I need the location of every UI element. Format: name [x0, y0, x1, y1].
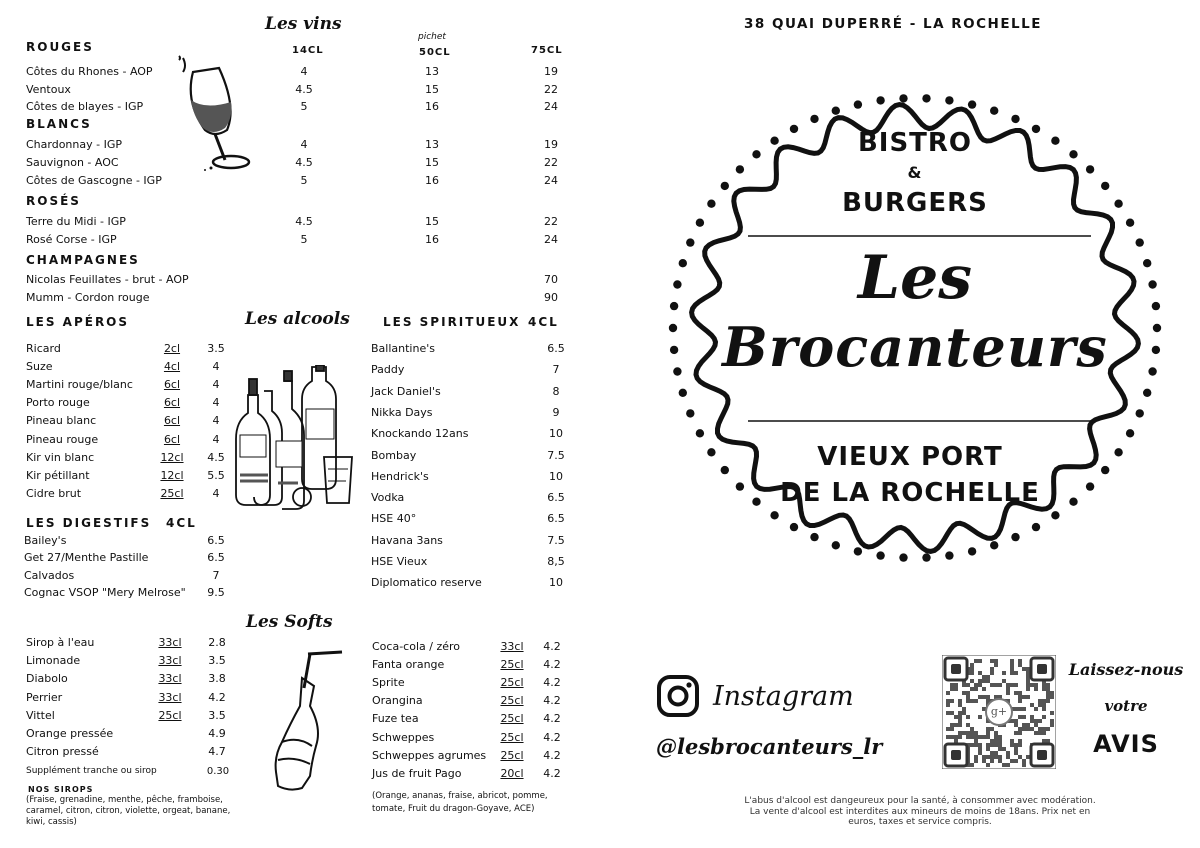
wine-name: Côtes de Gascogne - IGP: [26, 174, 162, 187]
badge-dot: [721, 182, 729, 190]
badge-dot: [945, 551, 953, 559]
apero-name: Kir pétillant: [26, 468, 90, 482]
badge-dot: [1153, 324, 1161, 332]
soft-price: 4.2: [208, 690, 226, 704]
wine-price-50cl: 13: [425, 65, 439, 78]
wine-price-75cl: 90: [544, 290, 558, 304]
wine-price-14cl: 5: [300, 232, 308, 246]
wine-price-14cl: 4.5: [295, 156, 313, 169]
badge-dot: [670, 346, 678, 354]
digestif-price: 7: [212, 568, 220, 582]
apero-volume: 12cl: [160, 450, 184, 464]
spiritueux-name: Bombay: [371, 448, 417, 462]
google-plus-icon: g+: [985, 698, 1013, 726]
badge-dot: [1126, 219, 1134, 227]
apero-volume: 6cl: [163, 414, 181, 428]
burgers-label: BURGERS: [842, 188, 988, 218]
badge-dot: [1086, 165, 1094, 173]
sirops-list: (Fraise, grenadine, menthe, pêche, framboise, caramel, citron, citron, violette, orgeat, banane, kiwi, cassis): [26, 795, 231, 827]
badge-dot: [968, 100, 976, 108]
apero-volume: 12cl: [160, 468, 184, 482]
soft-volume: 33cl: [158, 690, 182, 704]
soft-price: 4.7: [208, 745, 226, 759]
apero-name: Pineau blanc: [26, 414, 97, 428]
badge-dot: [1126, 429, 1134, 437]
badge-dot: [990, 107, 998, 115]
wine-row: [26, 100, 586, 116]
soft-price: 4.2: [543, 694, 561, 708]
badge-dot: [1101, 182, 1109, 190]
soft-price: 4.2: [543, 712, 561, 726]
wine-glass-illustration: [175, 52, 255, 174]
spiritueux-name: Jack Daniel's: [371, 384, 441, 398]
instagram-icon[interactable]: [656, 674, 700, 718]
badge-dot: [1032, 523, 1040, 531]
spirits-title: Les alcools: [245, 309, 350, 329]
spiritueux-volume: 4CL: [528, 315, 559, 329]
bistro-label: BISTRO: [857, 128, 973, 158]
soft-name: Sirop à l'eau: [26, 636, 95, 649]
supplement-label: Supplément tranche ou sirop: [26, 766, 157, 776]
badge-dot: [854, 100, 862, 108]
soft-volume: 25cl: [500, 730, 524, 744]
wine-price-50cl: 15: [425, 215, 439, 228]
apero-price: 4.5: [207, 450, 225, 464]
badge-dot: [876, 96, 884, 104]
disclaimer-line3: euros, taxes et service compris.: [848, 817, 992, 827]
wine-price-14cl: 4.5: [295, 82, 313, 96]
apero-volume: 6cl: [163, 378, 181, 392]
apero-volume: 6cl: [163, 396, 181, 410]
wine-name: Chardonnay - IGP: [26, 138, 122, 151]
badge-dot: [1143, 259, 1151, 267]
legal-disclaimer: [660, 796, 1180, 828]
wine-price-14cl: 4: [300, 65, 308, 78]
soft-volume: 33cl: [500, 640, 524, 653]
wine-price-75cl: 22: [544, 215, 558, 228]
wine-name: Rosé Corse - IGP: [26, 232, 117, 246]
wine-row: [26, 138, 586, 154]
spiritueux-name: Paddy: [371, 363, 405, 377]
badge-dot: [707, 200, 715, 208]
review-line1: Laissez-nous: [1068, 660, 1184, 679]
digestif-price: 6.5: [207, 534, 225, 547]
spiritueux-name: Knockando 12ans: [371, 427, 469, 441]
badge-dot: [696, 219, 704, 227]
spiritueux-price: 8: [552, 384, 560, 398]
soft-name: Schweppes: [372, 730, 435, 744]
wine-name: Côtes du Rhones - AOP: [26, 65, 153, 78]
review-line2: votre: [1104, 697, 1148, 715]
soft-name: Schweppes agrumes: [372, 748, 487, 762]
soft-name: Diabolo: [26, 672, 68, 686]
wine-row: [26, 156, 586, 172]
apero-volume: 6cl: [163, 432, 181, 446]
badge-dot: [968, 547, 976, 555]
digestif-price: 9.5: [207, 585, 225, 599]
badge-dot: [736, 165, 744, 173]
apero-name: Cidre brut: [26, 486, 82, 500]
aperos-title: LES APÉROS: [26, 315, 130, 329]
soft-price: 4.2: [543, 748, 561, 762]
soft-name: Coca-cola / zéro: [372, 640, 460, 653]
wine-price-14cl: 4: [300, 138, 308, 151]
badge-dot: [770, 511, 778, 519]
soft-row: [372, 767, 932, 783]
digestif-name: Cognac VSOP "Mery Melrose": [24, 585, 186, 599]
apero-volume: 2cl: [163, 342, 181, 355]
wine-col-pichet: pichet: [418, 32, 446, 42]
badge-dot: [669, 324, 677, 332]
digestifs-title: LES DIGESTIFS: [26, 516, 152, 530]
wine-price-75cl: 24: [544, 232, 558, 246]
badge-dot: [1051, 511, 1059, 519]
badge-dot: [686, 409, 694, 417]
spiritueux-price: 9: [552, 405, 560, 419]
badge-dot: [673, 280, 681, 288]
address: 38 QUAI DUPERRÉ - LA ROCHELLE: [744, 16, 1042, 32]
apero-price: 4: [212, 432, 220, 446]
wine-row: [26, 291, 586, 307]
bottles-illustration: [232, 365, 360, 513]
spiritueux-price: 6.5: [547, 342, 565, 355]
badge-dot: [686, 238, 694, 246]
wine-col-75cl: 75CL: [531, 45, 563, 56]
badge-dot: [922, 94, 930, 102]
wine-price-50cl: 16: [425, 174, 439, 187]
wine-row: [26, 215, 586, 231]
spiritueux-name: Havana 3ans: [371, 533, 443, 547]
spiritueux-price: 6.5: [547, 491, 565, 505]
spiritueux-price: 6.5: [547, 512, 565, 526]
badge-dot: [990, 541, 998, 549]
spiritueux-price: 10: [549, 576, 563, 590]
badge-dot: [832, 107, 840, 115]
badge-dot: [810, 115, 818, 123]
soft-name: Orange pressée: [26, 727, 114, 740]
soft-volume: 25cl: [500, 748, 524, 762]
badge-dot: [673, 367, 681, 375]
soft-name: Jus de fruit Pago: [372, 766, 462, 780]
instagram-handle[interactable]: @lesbrocanteurs_lr: [656, 734, 883, 759]
digestif-name: Get 27/Menthe Pastille: [24, 551, 149, 565]
disclaimer-line2: La vente d'alcool est interdites aux mineurs de moins de 18ans. Prix net en: [749, 806, 1091, 817]
soft-price: 3.8: [208, 672, 226, 686]
soft-volume: 33cl: [158, 636, 182, 649]
badge-dot: [1148, 280, 1156, 288]
wine-row: [26, 65, 586, 81]
soft-volume: 25cl: [500, 712, 524, 726]
digestifs-volume: 4CL: [166, 516, 197, 530]
badge-dot: [1011, 533, 1019, 541]
soft-row: [372, 712, 932, 728]
badge-dot: [899, 94, 907, 102]
ampersand: &: [907, 163, 923, 182]
badge-dot: [1069, 150, 1077, 158]
badge-dot: [832, 541, 840, 549]
badge-dot: [679, 259, 687, 267]
wine-price-50cl: 16: [425, 232, 439, 246]
instagram-label[interactable]: Instagram: [713, 681, 854, 712]
apero-price: 5.5: [207, 468, 225, 482]
wine-price-14cl: 4.5: [295, 215, 313, 228]
wine-name: Nicolas Feuillates - brut - AOP: [26, 273, 189, 286]
soft-volume: 25cl: [500, 658, 524, 672]
wine-section-roses: ROSÉS: [26, 194, 81, 208]
soft-name: Fuze tea: [372, 712, 419, 726]
badge-dot: [810, 533, 818, 541]
wine-row: [26, 233, 586, 249]
wine-row: [26, 174, 586, 190]
softs-title: Les Softs: [246, 612, 333, 632]
wine-col-50cl: 50CL: [419, 47, 451, 58]
soft-price: 4.2: [543, 640, 561, 653]
apero-name: Suze: [26, 360, 53, 374]
spiritueux-price: 10: [549, 469, 563, 483]
badge-dot: [679, 389, 687, 397]
badge-dot: [854, 547, 862, 555]
soft-volume: 25cl: [500, 676, 524, 690]
wines-title: Les vins: [265, 14, 342, 34]
badge-dot: [670, 302, 678, 310]
wine-name: Mumm - Cordon rouge: [26, 290, 150, 304]
wine-section-blancs: BLANCS: [26, 117, 92, 131]
spiritueux-row: [371, 576, 931, 592]
sirops-title: NOS SIROPS: [28, 785, 94, 794]
supplement-price: 0.30: [206, 766, 230, 777]
wine-price-14cl: 5: [300, 100, 308, 113]
badge-dot: [899, 553, 907, 561]
soft-volume: 25cl: [158, 708, 182, 722]
wine-section-rouges: ROUGES: [26, 40, 94, 54]
badge-dot: [1148, 367, 1156, 375]
soft-volume: 33cl: [158, 672, 182, 686]
soft-volume: 25cl: [500, 694, 524, 708]
soft-price: 4.2: [543, 766, 561, 780]
apero-price: 4: [212, 360, 220, 374]
wine-price-75cl: 19: [544, 65, 558, 78]
wine-col-14cl: 14CL: [292, 45, 324, 56]
apero-price: 4: [212, 378, 220, 392]
badge-dot: [696, 429, 704, 437]
spiritueux-name: Diplomatico reserve: [371, 576, 482, 590]
jus-list: (Orange, ananas, fraise, abricot, pomme, tomate, Fruit du dragon-Goyave, ACE): [372, 791, 548, 814]
wine-price-75cl: 22: [544, 82, 558, 96]
soft-price: 3.5: [208, 654, 226, 668]
badge-dot: [922, 553, 930, 561]
soft-name: Citron pressé: [26, 745, 99, 759]
soft-price: 4.2: [543, 658, 561, 672]
wine-name: Ventoux: [26, 82, 71, 96]
spiritueux-name: HSE 40°: [371, 512, 417, 526]
spiritueux-name: HSE Vieux: [371, 555, 428, 568]
apero-name: Martini rouge/blanc: [26, 378, 133, 392]
badge-dot: [1136, 409, 1144, 417]
wine-price-75cl: 70: [544, 273, 558, 286]
wine-section-champagnes: CHAMPAGNES: [26, 253, 140, 267]
wine-price-50cl: 13: [425, 138, 439, 151]
badge-dot: [1136, 238, 1144, 246]
apero-name: Ricard: [26, 342, 61, 355]
badge-dot: [1152, 346, 1160, 354]
place-line1: VIEUX PORT: [817, 442, 1003, 472]
soft-price: 4.2: [543, 676, 561, 690]
soft-price: 4.2: [543, 730, 561, 744]
apero-name: Porto rouge: [26, 396, 90, 410]
restaurant-name-line2: Brocanteurs: [722, 315, 1108, 379]
soft-price: 2.8: [208, 636, 226, 649]
wine-price-50cl: 16: [425, 100, 439, 113]
digestif-price: 6.5: [207, 551, 225, 565]
soft-name: Sprite: [372, 676, 405, 690]
restaurant-name-line1: Les: [857, 243, 973, 313]
spiritueux-price: 10: [549, 427, 563, 441]
badge-dot: [1114, 200, 1122, 208]
soft-price: 4.9: [208, 727, 226, 740]
badge-dot: [1086, 482, 1094, 490]
spiritueux-price: 8,5: [547, 555, 565, 568]
wine-row: [26, 83, 586, 99]
wine-name: Terre du Midi - IGP: [26, 215, 126, 228]
place-line2: DE LA ROCHELLE: [780, 478, 1040, 508]
apero-price: 3.5: [207, 342, 225, 355]
badge-dot: [707, 448, 715, 456]
apero-volume: 25cl: [160, 486, 184, 500]
badge-dot: [1152, 302, 1160, 310]
wine-price-14cl: 5: [300, 174, 308, 187]
digestif-name: Bailey's: [24, 534, 67, 547]
wine-name: Côtes de blayes - IGP: [26, 100, 144, 113]
badge-dot: [1143, 389, 1151, 397]
wine-name: Sauvignon - AOC: [26, 156, 119, 169]
wine-price-75cl: 24: [544, 100, 558, 113]
wine-row: [26, 273, 586, 289]
soft-price: 3.5: [208, 708, 226, 722]
spiritueux-price: 7.5: [547, 533, 565, 547]
soft-name: Perrier: [26, 690, 63, 704]
spiritueux-price: 7: [552, 363, 560, 377]
disclaimer-line1: L'abus d'alcool est dangeureux pour la santé, à consommer avec modération.: [744, 796, 1096, 806]
badge-dot: [721, 466, 729, 474]
soft-name: Vittel: [26, 708, 55, 722]
wine-price-75cl: 19: [544, 138, 558, 151]
soft-row: [372, 640, 932, 656]
soft-name: Fanta orange: [372, 658, 445, 672]
badge-dot: [876, 551, 884, 559]
soft-volume: 20cl: [500, 766, 524, 780]
badge-dot: [1101, 466, 1109, 474]
apero-volume: 4cl: [163, 360, 181, 374]
badge-dot: [790, 523, 798, 531]
spiritueux-title: LES SPIRITUEUX: [383, 315, 521, 329]
soft-row: [372, 658, 932, 674]
review-qr-code[interactable]: [942, 655, 1056, 769]
spiritueux-name: Vodka: [371, 491, 405, 505]
review-line3: AVIS: [1093, 730, 1159, 758]
apero-price: 4: [212, 486, 220, 500]
wine-price-75cl: 24: [544, 174, 558, 187]
spiritueux-name: Ballantine's: [371, 342, 435, 355]
wine-price-50cl: 15: [425, 82, 439, 96]
apero-name: Pineau rouge: [26, 432, 99, 446]
wine-price-50cl: 15: [425, 156, 439, 169]
wine-price-75cl: 22: [544, 156, 558, 169]
soft-name: Orangina: [372, 694, 423, 708]
digestif-name: Calvados: [24, 568, 75, 582]
badge-dot: [945, 96, 953, 104]
spiritueux-price: 7.5: [547, 448, 565, 462]
soft-name: Limonade: [26, 654, 81, 668]
apero-name: Kir vin blanc: [26, 450, 95, 464]
soft-volume: 33cl: [158, 654, 182, 668]
badge-dot: [1011, 115, 1019, 123]
apero-price: 4: [212, 396, 220, 410]
spiritueux-name: Hendrick's: [371, 469, 429, 483]
spiritueux-name: Nikka Days: [371, 405, 433, 419]
apero-price: 4: [212, 414, 220, 428]
soda-bottle-illustration: [260, 648, 350, 798]
badge-dot: [1114, 448, 1122, 456]
